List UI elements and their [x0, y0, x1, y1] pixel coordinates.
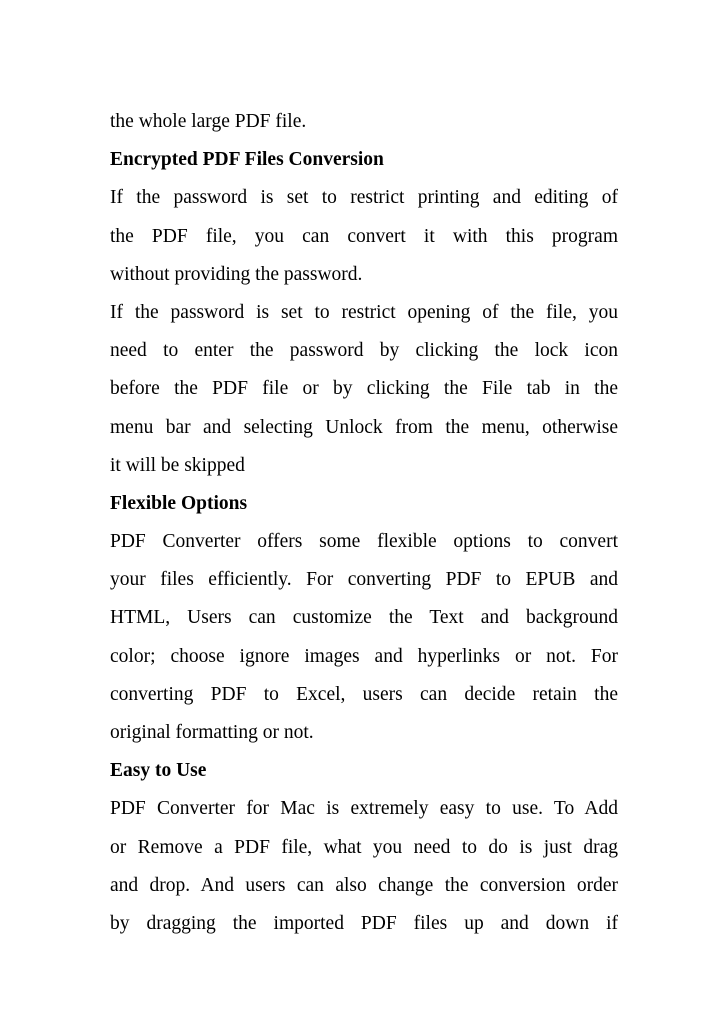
text-line: If the password is set to restrict opening of the file, you	[110, 301, 618, 323]
text-line: and drop. And users can also change the conversion order	[110, 874, 618, 896]
text-line: the PDF file, you can convert it with this program	[110, 225, 618, 247]
section-heading-easy: Easy to Use	[110, 760, 207, 782]
text-line: PDF Converter for Mac is extremely easy to use. To Add	[110, 798, 618, 820]
document-page	[110, 103, 618, 943]
section-heading-encrypted: Encrypted PDF Files Conversion	[110, 149, 384, 171]
text-line: need to enter the password by clicking the lock icon	[110, 340, 618, 362]
text-line: it will be skipped	[110, 454, 245, 476]
text-line: converting PDF to Excel, users can decide retain the	[110, 683, 618, 705]
text-line: or Remove a PDF file, what you need to do is just drag	[110, 836, 618, 858]
text-line: menu bar and selecting Unlock from the menu, otherwise	[110, 416, 618, 438]
text-line: original formatting or not.	[110, 722, 314, 743]
text-line: color; choose ignore images and hyperlinks or not. For	[110, 645, 618, 667]
text-line: before the PDF file or by clicking the File tab in the	[110, 378, 618, 400]
section-heading-flexible: Flexible Options	[110, 492, 248, 514]
text-line: your files efficiently. For converting PDF to EPUB and	[110, 569, 618, 591]
text-line: If the password is set to restrict printing and editing of	[110, 187, 618, 209]
text-line: by dragging the imported PDF files up and down if	[110, 912, 618, 934]
text-line: PDF Converter offers some flexible options to convert	[110, 531, 618, 553]
text-line: without providing the password.	[110, 263, 363, 285]
text-line: the whole large PDF file.	[110, 111, 307, 132]
text-line: HTML, Users can customize the Text and background	[110, 607, 618, 629]
